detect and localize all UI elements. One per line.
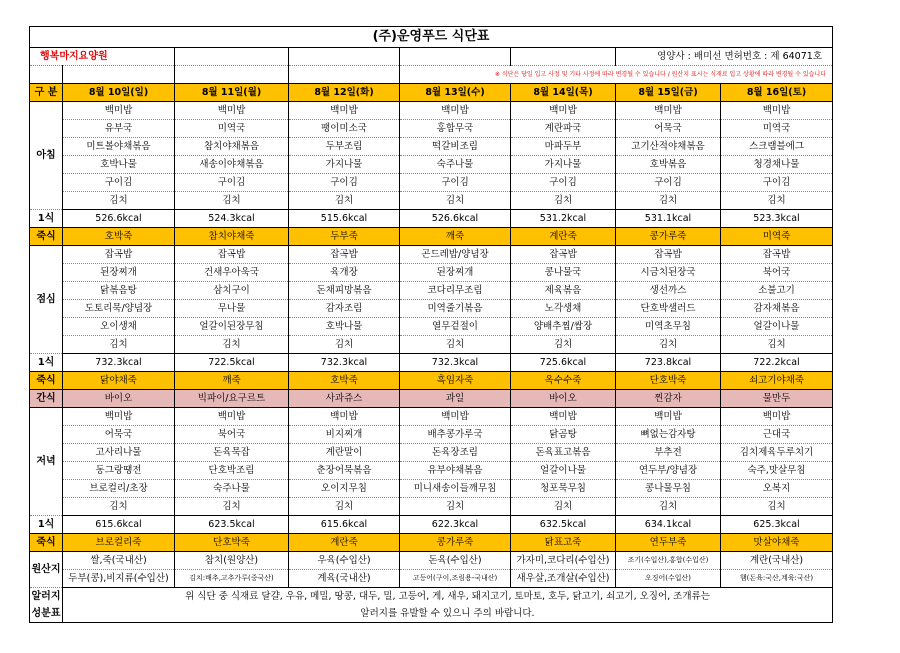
lunch-menu-row-cell: 건새우아욱국 [175,264,289,282]
breakfast-menu-row-cell: 가지나물 [289,156,400,174]
breakfast-menu-row-cell: 두부조림 [289,138,400,156]
lunch-kcal-row-cell: 732.3kcal [400,354,511,372]
dinner-kcal-row [30,516,833,534]
lunch-menu-row-cell: 미역줄기볶음 [400,300,511,318]
day-header-row-cell: 8월 10일(일) [63,84,175,102]
breakfast-menu-row-cell: 백미밥 [721,102,833,120]
breakfast-kcal-row-cell: 526.6kcal [400,210,511,228]
allergy-text-2: 알러지를 유발할 수 있으니 주의 바랍니다. [63,605,833,623]
lunch-menu-row-cell: 김치 [616,336,721,354]
breakfast-menu-row-cell: 구이김 [616,174,721,192]
dinner-menu-row-cell: 연두부/양념장 [616,462,721,480]
lunch-menu-row [30,336,833,354]
snack-row-cell: 빅파이/요구르트 [175,390,289,408]
day-header-row-cell: 8월 15일(금) [616,84,721,102]
breakfast-menu-row-cell: 백미밥 [511,102,616,120]
lunch-porridge-row-cell: 닭야채죽 [63,372,175,390]
dinner-menu-row-cell: 얼갈이나물 [511,462,616,480]
lunch-menu-row-cell: 북어국 [721,264,833,282]
allergy-row-2 [30,605,833,623]
snack-row-cell: 바이오 [63,390,175,408]
lunch-menu-row-cell: 열무겉절이 [400,318,511,336]
breakfast-menu-row-cell: 백미밥 [289,102,400,120]
dinner-menu-row-cell: 백미밥 [616,408,721,426]
origin-row-cell: 쌀,죽(국내산) [63,552,175,570]
lunch-menu-row-cell: 김치 [289,336,400,354]
lunch-menu-row-cell: 된장찌개 [63,264,175,282]
dinner-menu-row-cell: 백미밥 [400,408,511,426]
org-row [30,48,833,66]
lunch-menu-row-cell: 김치 [511,336,616,354]
breakfast-menu-row-cell: 미역국 [721,120,833,138]
dinner-menu-row-cell: 김치 [616,498,721,516]
dinner-porridge-row [30,534,833,552]
breakfast-menu-row-cell: 청경채나물 [721,156,833,174]
day-header-row-cell: 8월 14일(목) [511,84,616,102]
page-title: (주)운영푸드 식단표 [30,27,833,48]
dinner-menu-row-cell: 백미밥 [511,408,616,426]
dinner-menu-row-label: 저녁 [30,408,63,516]
day-header-row-label: 구 분 [30,84,63,102]
dinner-menu-row [30,498,833,516]
breakfast-menu-row-cell: 마파두부 [511,138,616,156]
lunch-menu-row-cell: 오이생채 [63,318,175,336]
dinner-kcal-row-cell: 632.5kcal [511,516,616,534]
breakfast-menu-row-cell: 구이김 [511,174,616,192]
lunch-porridge-row-cell: 단호박죽 [616,372,721,390]
lunch-menu-row-cell: 삼치구이 [175,282,289,300]
breakfast-porridge-row-cell: 콩가루죽 [616,228,721,246]
dinner-menu-row-cell: 김치 [63,498,175,516]
breakfast-kcal-row-cell: 524.3kcal [175,210,289,228]
dinner-menu-row-cell: 숙주,맛살무침 [721,462,833,480]
origin-row-2-cell: 김치:배추,고추가루(중국산) [175,570,289,588]
dinner-kcal-row-cell: 634.1kcal [616,516,721,534]
origin-row-2-cell: 두부(콩),비지류(수입산) [63,570,175,588]
dinner-menu-row [30,444,833,462]
lunch-menu-row-cell: 코다리무조림 [400,282,511,300]
dinner-kcal-row-cell: 615.6kcal [289,516,400,534]
dinner-menu-row-cell: 김치 [400,498,511,516]
day-header-row-cell: 8월 16일(토) [721,84,833,102]
lunch-kcal-row-cell: 725.6kcal [511,354,616,372]
dinner-menu-row [30,426,833,444]
breakfast-menu-row-cell: 떡갈비조림 [400,138,511,156]
lunch-kcal-row-cell: 732.3kcal [63,354,175,372]
breakfast-menu-row-cell: 구이김 [289,174,400,192]
snack-row-cell: 물만두 [721,390,833,408]
snack-row [30,390,833,408]
breakfast-menu-row [30,156,833,174]
lunch-porridge-row-cell: 쇠고기야채죽 [721,372,833,390]
lunch-menu-row-label: 점심 [30,246,63,354]
breakfast-menu-row-cell: 계란파국 [511,120,616,138]
dinner-menu-row-cell: 백미밥 [289,408,400,426]
breakfast-porridge-row-label: 죽식 [30,228,63,246]
breakfast-menu-row-cell: 백미밥 [616,102,721,120]
dinner-porridge-row-label: 죽식 [30,534,63,552]
dinner-menu-row-cell: 어묵국 [63,426,175,444]
dinner-porridge-row-cell: 연두부죽 [616,534,721,552]
origin-row-label: 원산지 [30,552,63,588]
dinner-menu-row [30,408,833,426]
lunch-menu-row-cell: 김치 [63,336,175,354]
lunch-kcal-row-cell: 722.2kcal [721,354,833,372]
lunch-menu-row-cell: 감자조림 [289,300,400,318]
day-header-row-cell: 8월 12일(화) [289,84,400,102]
breakfast-menu-row-cell: 백미밥 [63,102,175,120]
dinner-menu-row-cell: 김치 [175,498,289,516]
allergy-text: 위 식단 중 식재료 달걀, 우유, 메밀, 땅콩, 대두, 밀, 고등어, 게, 새우, 돼지고기, 토마토, 호두, 닭고기, 쇠고기, 오징어, 조개류는 [63,588,833,606]
snack-row-cell: 과일 [400,390,511,408]
dinner-menu-row-cell: 춘장어묵볶음 [289,462,400,480]
breakfast-menu-row-cell: 새송이야채볶음 [175,156,289,174]
snack-row-cell: 사과쥬스 [289,390,400,408]
breakfast-porridge-row-cell: 참치야채죽 [175,228,289,246]
breakfast-menu-row-cell: 김치 [721,192,833,210]
origin-row-cell: 돈육(수입산) [400,552,511,570]
breakfast-kcal-row-cell: 526.6kcal [63,210,175,228]
breakfast-kcal-row-cell: 523.3kcal [721,210,833,228]
lunch-menu-row-cell: 무나물 [175,300,289,318]
breakfast-menu-row-cell: 홍합무국 [400,120,511,138]
lunch-menu-row-cell: 노각생채 [511,300,616,318]
origin-row-cell: 계란(국내산) [721,552,833,570]
lunch-porridge-row-cell: 옥수수죽 [511,372,616,390]
dinner-menu-row-cell: 배추콩가루국 [400,426,511,444]
dinner-menu-row-cell: 숙주나물 [175,480,289,498]
allergy-label-2: 성분표 [30,605,63,623]
dinner-menu-row-cell: 동그랑땡전 [63,462,175,480]
lunch-menu-row-cell: 소불고기 [721,282,833,300]
lunch-menu-row-cell: 제육볶음 [511,282,616,300]
breakfast-menu-row-cell: 백미밥 [400,102,511,120]
dinner-menu-row [30,462,833,480]
lunch-menu-row-cell: 미역초무침 [616,318,721,336]
lunch-menu-row-cell: 도토리묵/양념장 [63,300,175,318]
dinner-kcal-row-cell: 623.5kcal [175,516,289,534]
dinner-menu-row-cell: 근대국 [721,426,833,444]
dinner-menu-row-cell: 김치 [289,498,400,516]
breakfast-menu-row-cell: 구이김 [721,174,833,192]
breakfast-menu-row-cell: 가지나물 [511,156,616,174]
breakfast-menu-row-cell: 고기산적야채볶음 [616,138,721,156]
lunch-menu-row [30,300,833,318]
dinner-menu-row-cell: 뼈없는감자탕 [616,426,721,444]
menu-table-body [30,27,833,623]
dinner-menu-row-cell: 돈육장조림 [400,444,511,462]
lunch-menu-row-cell: 감자채볶음 [721,300,833,318]
breakfast-kcal-row [30,210,833,228]
dinner-menu-row-cell: 돈육묵잡 [175,444,289,462]
origin-row-cell: 참치(원양산) [175,552,289,570]
dinner-menu-row-cell: 북어국 [175,426,289,444]
breakfast-porridge-row [30,228,833,246]
snack-row-label: 간식 [30,390,63,408]
dinner-menu-row [30,480,833,498]
breakfast-menu-row-cell: 김치 [511,192,616,210]
breakfast-menu-row-cell: 김치 [400,192,511,210]
lunch-menu-row [30,318,833,336]
lunch-menu-row-cell: 잡곡밥 [289,246,400,264]
dinner-menu-row-cell: 닭곰탕 [511,426,616,444]
lunch-menu-row-cell: 얼갈이된장무침 [175,318,289,336]
breakfast-menu-row-cell: 김치 [289,192,400,210]
breakfast-porridge-row-cell: 계란죽 [511,228,616,246]
breakfast-menu-row-cell: 김치 [63,192,175,210]
dinner-menu-row-cell: 김치 [721,498,833,516]
lunch-menu-row-cell: 양배추찜/쌈장 [511,318,616,336]
dinner-menu-row-cell: 청포묵무침 [511,480,616,498]
lunch-menu-row-cell: 잡곡밥 [616,246,721,264]
lunch-menu-row-cell: 육개장 [289,264,400,282]
lunch-menu-row-cell: 김치 [721,336,833,354]
breakfast-porridge-row-cell: 호박죽 [63,228,175,246]
origin-row-2 [30,570,833,588]
breakfast-kcal-row-cell: 531.1kcal [616,210,721,228]
dinner-porridge-row-cell: 닭표고죽 [511,534,616,552]
breakfast-kcal-row-label: 1식 [30,210,63,228]
dinner-menu-row-cell: 백미밥 [175,408,289,426]
dinner-menu-row-cell: 콩나물무침 [616,480,721,498]
breakfast-menu-row-cell: 스크램블에그 [721,138,833,156]
lunch-menu-row-cell: 잡곡밥 [511,246,616,264]
breakfast-menu-row-cell: 구이김 [63,174,175,192]
breakfast-menu-row-label: 아침 [30,102,63,210]
lunch-porridge-row-cell: 호박죽 [289,372,400,390]
dinner-menu-row-cell: 김치 [511,498,616,516]
lunch-menu-row-cell: 김치 [175,336,289,354]
lunch-porridge-row-cell: 흑임자죽 [400,372,511,390]
origin-row-cell: 가자미,코다리(수입산) [511,552,616,570]
dinner-kcal-row-cell: 622.3kcal [400,516,511,534]
breakfast-menu-row [30,120,833,138]
lunch-menu-row-cell: 곤드레밥/양념장 [400,246,511,264]
lunch-menu-row-cell: 돈채피망볶음 [289,282,400,300]
breakfast-menu-row-cell: 참치야채볶음 [175,138,289,156]
breakfast-menu-row-cell: 구이김 [175,174,289,192]
origin-row-2-cell: 햄(돈육:국산,계육:국산) [721,570,833,588]
origin-row-cell: 우육(수입산) [289,552,400,570]
dinner-menu-row-cell: 미니새송이들깨무침 [400,480,511,498]
lunch-kcal-row [30,354,833,372]
breakfast-menu-row-cell: 미트볼야채볶음 [63,138,175,156]
origin-row-2-cell: 새우살,조개살(수입산) [511,570,616,588]
origin-row-cell: 조기(수입산),홍합(수입산) [616,552,721,570]
dinner-menu-row-cell: 백미밥 [721,408,833,426]
lunch-menu-row-cell: 닭볶음탕 [63,282,175,300]
lunch-menu-row-cell: 생선까스 [616,282,721,300]
snack-row-cell: 바이오 [511,390,616,408]
lunch-porridge-row [30,372,833,390]
day-header-row-cell: 8월 11일(월) [175,84,289,102]
breakfast-menu-row [30,138,833,156]
breakfast-menu-row-cell: 어묵국 [616,120,721,138]
dinner-kcal-row-cell: 625.3kcal [721,516,833,534]
dinner-menu-row-cell: 부추전 [616,444,721,462]
lunch-kcal-row-cell: 732.3kcal [289,354,400,372]
lunch-menu-row-cell: 김치 [400,336,511,354]
origin-row-2-cell: 고등어(구이,조림용-국내산) [400,570,511,588]
day-header-row [30,84,833,102]
origin-row-2-cell: 계육(국내산) [289,570,400,588]
dietitian-info: 영양사 : 배미선 면허번호 : 제 64071호 [616,48,833,66]
breakfast-menu-row-cell: 호박볶음 [616,156,721,174]
lunch-kcal-row-label: 1식 [30,354,63,372]
lunch-menu-row [30,246,833,264]
notice-text: ※ 식단은 당일 입고 사정 및 기타 사정에 따라 변경될 수 있습니다 / 원산지 표시는 식재료 입고 상황에 따라 변경될 수 있습니다 [400,66,833,84]
dinner-porridge-row-cell: 브로컬리죽 [63,534,175,552]
dinner-porridge-row-cell: 단호박죽 [175,534,289,552]
breakfast-menu-row [30,192,833,210]
dinner-menu-row-cell: 유부야채볶음 [400,462,511,480]
breakfast-menu-row [30,174,833,192]
breakfast-menu-row-cell: 호박나물 [63,156,175,174]
breakfast-menu-row [30,102,833,120]
allergy-row [30,588,833,606]
lunch-kcal-row-cell: 723.8kcal [616,354,721,372]
breakfast-porridge-row-cell: 미역죽 [721,228,833,246]
breakfast-menu-row-cell: 유부국 [63,120,175,138]
allergy-label: 알러지 [30,588,63,606]
lunch-menu-row-cell: 잡곡밥 [63,246,175,264]
menu-table [29,26,833,623]
lunch-menu-row-cell: 잡곡밥 [721,246,833,264]
origin-row [30,552,833,570]
title-row [30,27,833,48]
breakfast-menu-row-cell: 숙주나물 [400,156,511,174]
breakfast-kcal-row-cell: 531.2kcal [511,210,616,228]
breakfast-menu-row-cell: 김치 [616,192,721,210]
dinner-menu-row-cell: 계란말이 [289,444,400,462]
dinner-menu-row-cell: 오복지 [721,480,833,498]
lunch-menu-row-cell: 호박나물 [289,318,400,336]
lunch-menu-row-cell: 콩나물국 [511,264,616,282]
snack-row-cell: 찐감자 [616,390,721,408]
dinner-menu-row-cell: 돈육표고볶음 [511,444,616,462]
origin-row-2-cell: 오징어(수입산) [616,570,721,588]
breakfast-menu-row-cell: 미역국 [175,120,289,138]
breakfast-kcal-row-cell: 515.6kcal [289,210,400,228]
dinner-porridge-row-cell: 맛살야채죽 [721,534,833,552]
organization-name: 행복마지요양원 [30,48,175,66]
dinner-menu-row-cell: 비지찌개 [289,426,400,444]
lunch-porridge-row-cell: 깨죽 [175,372,289,390]
lunch-menu-row-cell: 잡곡밥 [175,246,289,264]
breakfast-menu-row-cell: 구이김 [400,174,511,192]
lunch-menu-row-cell: 단호박샐러드 [616,300,721,318]
breakfast-menu-row-cell: 백미밥 [175,102,289,120]
dinner-menu-row-cell: 백미밥 [63,408,175,426]
lunch-porridge-row-label: 죽식 [30,372,63,390]
lunch-menu-row [30,282,833,300]
breakfast-menu-row-cell: 김치 [175,192,289,210]
dinner-menu-row-cell: 단호박조림 [175,462,289,480]
lunch-kcal-row-cell: 722.5kcal [175,354,289,372]
day-header-row-cell: 8월 13일(수) [400,84,511,102]
dinner-porridge-row-cell: 계란죽 [289,534,400,552]
lunch-menu-row-cell: 된장찌개 [400,264,511,282]
dinner-kcal-row-cell: 615.6kcal [63,516,175,534]
lunch-menu-row-cell: 얼갈이나물 [721,318,833,336]
dinner-menu-row-cell: 김치제육두루치기 [721,444,833,462]
dinner-kcal-row-label: 1식 [30,516,63,534]
dinner-menu-row-cell: 오이지무침 [289,480,400,498]
notice-row [30,66,833,84]
dinner-menu-row-cell: 고사리나물 [63,444,175,462]
lunch-menu-row [30,264,833,282]
breakfast-menu-row-cell: 팽이미소국 [289,120,400,138]
dinner-porridge-row-cell: 콩가루죽 [400,534,511,552]
lunch-menu-row-cell: 시금치된장국 [616,264,721,282]
dinner-menu-row-cell: 브로컬리/초장 [63,480,175,498]
breakfast-porridge-row-cell: 깨죽 [400,228,511,246]
breakfast-porridge-row-cell: 두부죽 [289,228,400,246]
